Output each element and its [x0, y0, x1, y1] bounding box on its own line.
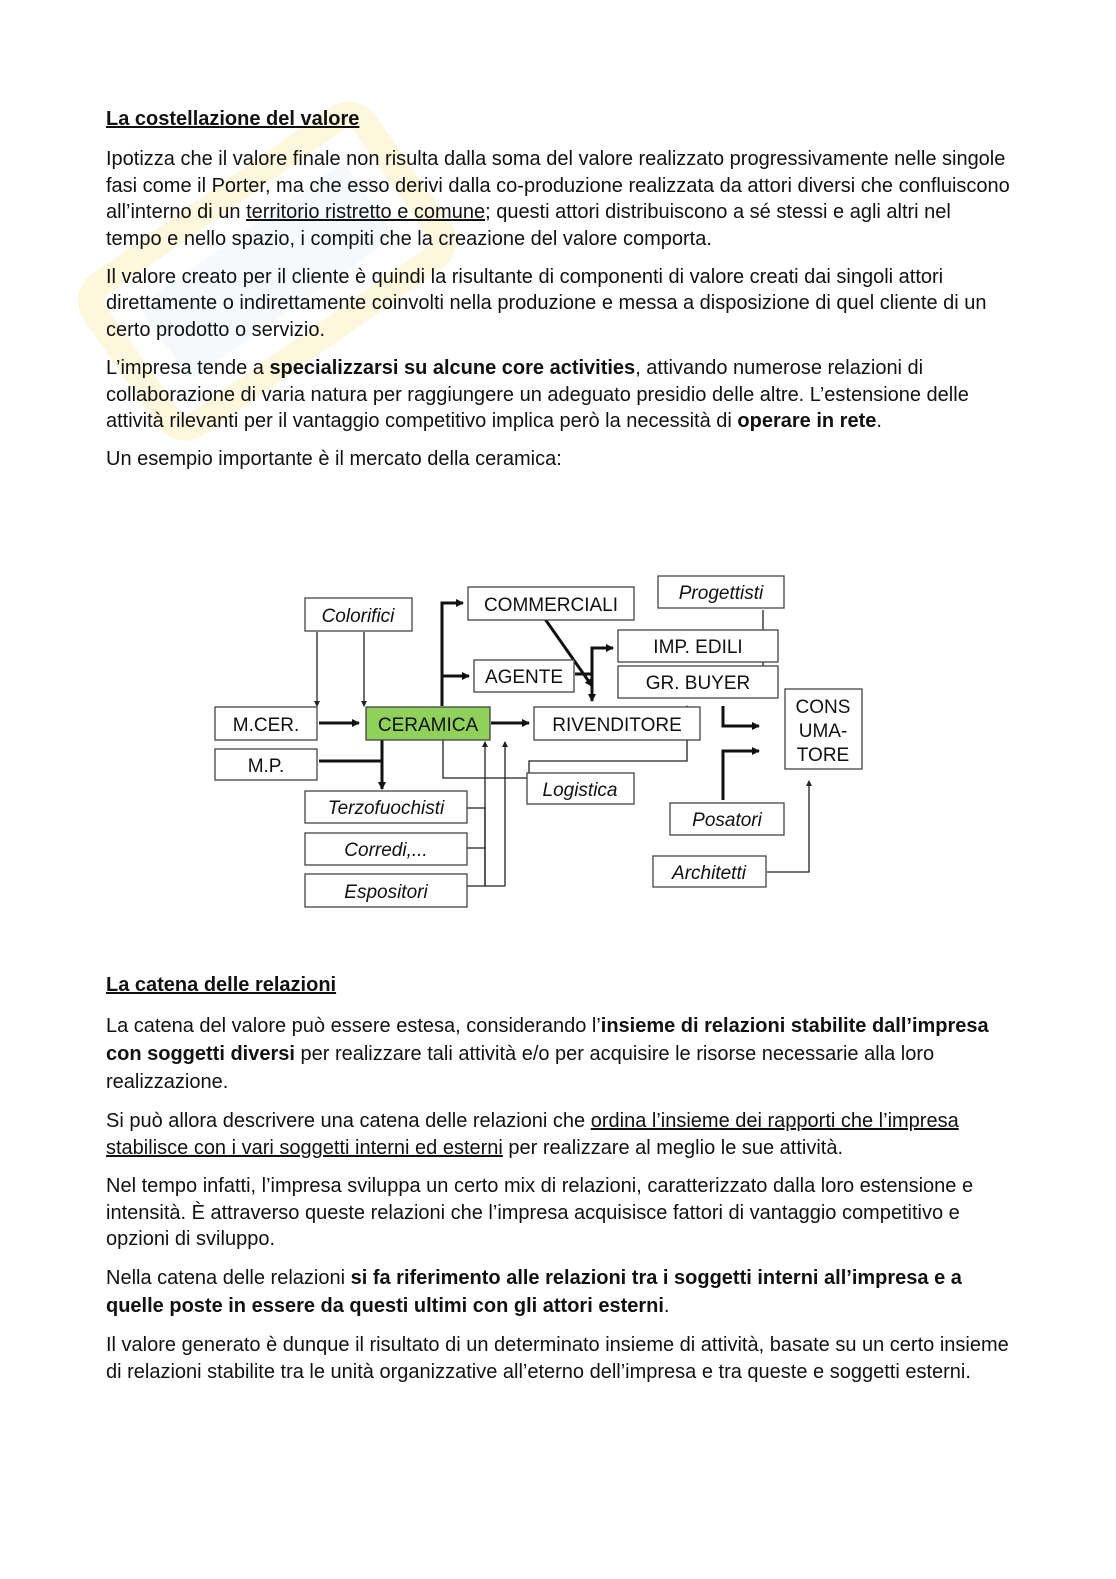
svg-text:Logistica: Logistica	[542, 780, 618, 801]
node-agente	[474, 660, 574, 692]
node-consumatore	[785, 689, 862, 769]
node-rivenditore	[534, 707, 700, 740]
svg-text:Terzofuochisti: Terzofuochisti	[327, 798, 445, 819]
svg-text:Colorifici: Colorifici	[321, 606, 395, 627]
node-gr-buyer	[618, 666, 778, 698]
svg-text:Progettisti: Progettisti	[678, 583, 764, 604]
section-heading-catena: La catena delle relazioni	[106, 974, 337, 996]
svg-text:CERAMICA: CERAMICA	[377, 715, 479, 736]
paragraph-4: Un esempio importante è il mercato della ceramica:	[106, 448, 562, 471]
node-progettisti	[658, 576, 784, 608]
node-colorifici	[305, 598, 412, 631]
paragraph-1: Ipotizza che il valore finale non risulta dalla soma del valore realizzato progressivamente nelle singole fasi come il Porter, ma che esso derivi dalla co-produzione realizzata da attori diversi che confluiscono all’interno di un territorio ristretto e comune; questi attori distribuiscono a sé stessi e agli altri nel tempo e nello spazio, i compiti che la creazione del valore comporta.	[106, 148, 1010, 250]
ceramic-network-diagram	[207, 556, 867, 942]
node-mcer	[215, 707, 317, 740]
section-costellazione	[106, 106, 1011, 473]
paragraph-8: Nella catena delle relazioni si fa riferimento alle relazioni tra i soggetti interni all’impresa e a quelle poste in essere da questi ultimi con gli attori esterni.	[106, 1267, 962, 1318]
paragraph-2: Il valore creato per il cliente è quindi la risultante di componenti di valore creati dai singoli attori direttamente o indirettamente coinvolti nella produzione e messa a disposizione di quel cliente di un certo prodotto o servizio.	[106, 266, 987, 341]
node-commerciali	[468, 587, 634, 620]
paragraph-9: Il valore generato è dunque il risultato di un determinato insieme di attività, basate su un certo insieme di relazioni stabilite tra le unità organizzative all’eterno dell’impresa e tra queste e soggetti esterni.	[106, 1334, 1009, 1383]
svg-text:CONS: CONS	[795, 697, 851, 718]
node-terzofuochisti	[305, 791, 467, 823]
svg-text:UMA-: UMA-	[798, 721, 848, 742]
node-espositori	[305, 874, 467, 907]
paragraph-6: Si può allora descrivere una catena delle relazioni che ordina l’insieme dei rapporti che l’impresa stabilisce con i vari soggetti interni ed esterni per realizzare al meglio le sue attività.	[106, 1110, 959, 1159]
node-mp	[215, 749, 317, 780]
svg-text:Corredi,...: Corredi,...	[344, 840, 428, 861]
underline-territorio: territorio ristretto e comune	[246, 201, 486, 224]
svg-text:AGENTE: AGENTE	[484, 667, 564, 688]
underline-ordina: ordina l’insieme dei rapporti che l’impresa stabilisce con i vari soggetti interni ed esterni	[106, 1110, 959, 1159]
section-heading-costellazione: La costellazione del valore	[106, 108, 360, 130]
node-ceramica	[366, 707, 490, 740]
svg-text:Posatori: Posatori	[692, 810, 762, 831]
svg-text:GR. BUYER: GR. BUYER	[645, 673, 751, 694]
svg-text:M.CER.: M.CER.	[232, 715, 300, 736]
paragraph-5: La catena del valore può essere estesa, considerando l’insieme di relazioni stabilite dall’impresa con soggetti diversi per realizzare tali attività e/o per acquisire le risorse necessarie alla loro realizzazione.	[106, 1015, 989, 1094]
svg-text:TORE: TORE	[796, 745, 850, 766]
paragraph-3: L’impresa tende a specializzarsi su alcune core activities, attivando numerose relazioni di collaborazione di varia natura per raggiungere un adeguato presidio delle altre. L’estensione delle attività rilevanti per il vantaggio competitivo implica però la necessità di operare in rete.	[106, 357, 969, 433]
svg-text:Espositori: Espositori	[344, 882, 428, 903]
section-catena-relazioni	[106, 972, 1011, 1385]
node-corredi	[305, 833, 467, 865]
svg-text:COMMERCIALI: COMMERCIALI	[483, 595, 619, 616]
svg-text:M.P.: M.P.	[247, 756, 285, 777]
node-logistica	[527, 773, 634, 804]
node-architetti	[653, 856, 766, 887]
node-imp-edili	[618, 630, 778, 662]
paragraph-7: Nel tempo infatti, l’impresa sviluppa un certo mix di relazioni, caratterizzato dalla loro estensione e intensità. È attraverso queste relazioni che l’impresa acquisisce fattori di vantaggio competitivo e opzioni di sviluppo.	[106, 1175, 974, 1251]
svg-text:IMP. EDILI: IMP. EDILI	[653, 637, 743, 658]
node-posatori	[670, 803, 784, 835]
svg-text:Architetti: Architetti	[672, 863, 746, 884]
svg-text:RIVENDITORE: RIVENDITORE	[552, 715, 682, 736]
diagram-svg	[207, 556, 867, 942]
